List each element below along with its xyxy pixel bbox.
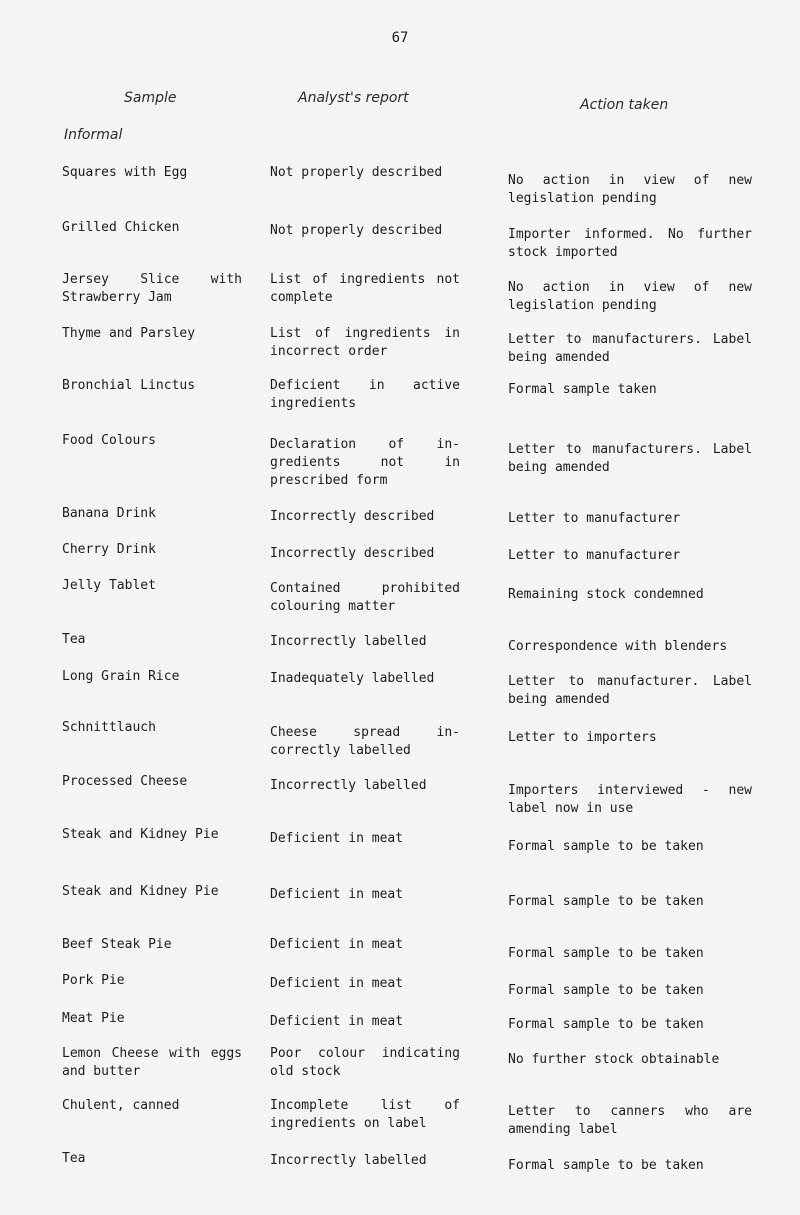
action-cell: Letter to manufacturer [508, 511, 681, 526]
action-cell: No further stock obtainable [508, 1052, 720, 1067]
action-cell: Formal sample to be taken [508, 1017, 704, 1032]
section-label: Informal [64, 127, 123, 143]
report-cell: Deficient in meat [270, 831, 404, 846]
sample-cell: Tea [62, 1151, 86, 1166]
action-cell: Formal sample to be taken [508, 894, 704, 909]
report-cell: Contained prohibited colouring matter [270, 581, 460, 614]
action-cell: Letter to manufacturers. Label being amended [508, 332, 752, 365]
report-cell: List of ingredients not complete [270, 272, 460, 305]
report-cell: Incomplete list of ingredients on label [270, 1098, 460, 1131]
action-cell: Letter to manufacturers. Label being amended [508, 442, 752, 475]
sample-cell: Squares with Egg [62, 165, 188, 180]
action-cell: Correspondence with blenders [508, 639, 728, 654]
action-cell: No action in view of new legislation pending [508, 173, 752, 206]
sample-cell: Food Colours [62, 433, 156, 448]
sample-cell: Pork Pie [62, 973, 125, 988]
action-cell: Formal sample to be taken [508, 839, 704, 854]
report-cell: Poor colour indicating old stock [270, 1046, 460, 1079]
sample-cell: Cherry Drink [62, 542, 156, 557]
report-cell: Incorrectly described [270, 546, 435, 561]
report-cell: Inadequately labelled [270, 671, 435, 686]
report-cell: Deficient in meat [270, 887, 404, 902]
report-cell: Deficient in active ingredients [270, 378, 460, 411]
action-cell: Letter to canners who are amending label [508, 1104, 752, 1137]
report-cell: Not properly described [270, 223, 443, 238]
report-cell: Deficient in meat [270, 1014, 404, 1029]
sample-cell: Processed Cheese [62, 774, 188, 789]
sample-cell: Steak and Kidney Pie [62, 884, 219, 899]
sample-cell: Bronchial Linctus [62, 378, 196, 393]
action-cell: Formal sample to be taken [508, 946, 704, 961]
report-cell: Deficient in meat [270, 976, 404, 991]
sample-cell: Steak and Kidney Pie [62, 827, 219, 842]
report-cell: Cheese spread in- correctly labelled [270, 725, 460, 758]
report-cell: Incorrectly labelled [270, 1153, 427, 1168]
report-cell: List of ingredients in incorrect order [270, 326, 460, 359]
action-cell: Importer informed. No further stock imported [508, 227, 752, 260]
sample-cell: Schnittlauch [62, 720, 156, 735]
action-cell: Formal sample to be taken [508, 983, 704, 998]
sample-cell: Jersey Slice with Strawberry Jam [62, 272, 242, 305]
report-cell: Incorrectly described [270, 509, 435, 524]
sample-cell: Grilled Chicken [62, 220, 180, 235]
sample-cell: Beef Steak Pie [62, 937, 172, 952]
sample-cell: Meat Pie [62, 1011, 125, 1026]
page-number: 67 [391, 30, 409, 46]
report-cell: Incorrectly labelled [270, 778, 427, 793]
report-cell: Deficient in meat [270, 937, 404, 952]
column-header-action: Action taken [580, 97, 669, 113]
sample-cell: Thyme and Parsley [62, 326, 196, 341]
column-header-report: Analyst's report [298, 90, 409, 106]
report-cell: Incorrectly labelled [270, 634, 427, 649]
action-cell: Letter to manufacturer. Label being amended [508, 674, 752, 707]
sample-cell: Lemon Cheese with eggs and butter [62, 1046, 242, 1079]
sample-cell: Long Grain Rice [62, 669, 180, 684]
action-cell: Letter to importers [508, 730, 657, 745]
report-cell: Declaration of in- gredients not in prescribed form [270, 437, 460, 488]
action-cell: Formal sample to be taken [508, 1158, 704, 1173]
sample-cell: Banana Drink [62, 506, 156, 521]
report-cell: Not properly described [270, 165, 443, 180]
action-cell: Letter to manufacturer [508, 548, 681, 563]
action-cell: No action in view of new legislation pending [508, 280, 752, 313]
action-cell: Formal sample taken [508, 382, 657, 397]
action-cell: Remaining stock condemned [508, 587, 704, 602]
sample-cell: Jelly Tablet [62, 578, 156, 593]
sample-cell: Chulent, canned [62, 1098, 180, 1113]
action-cell: Importers interviewed - new label now in use [508, 783, 752, 816]
column-header-sample: Sample [124, 90, 177, 106]
sample-cell: Tea [62, 632, 86, 647]
